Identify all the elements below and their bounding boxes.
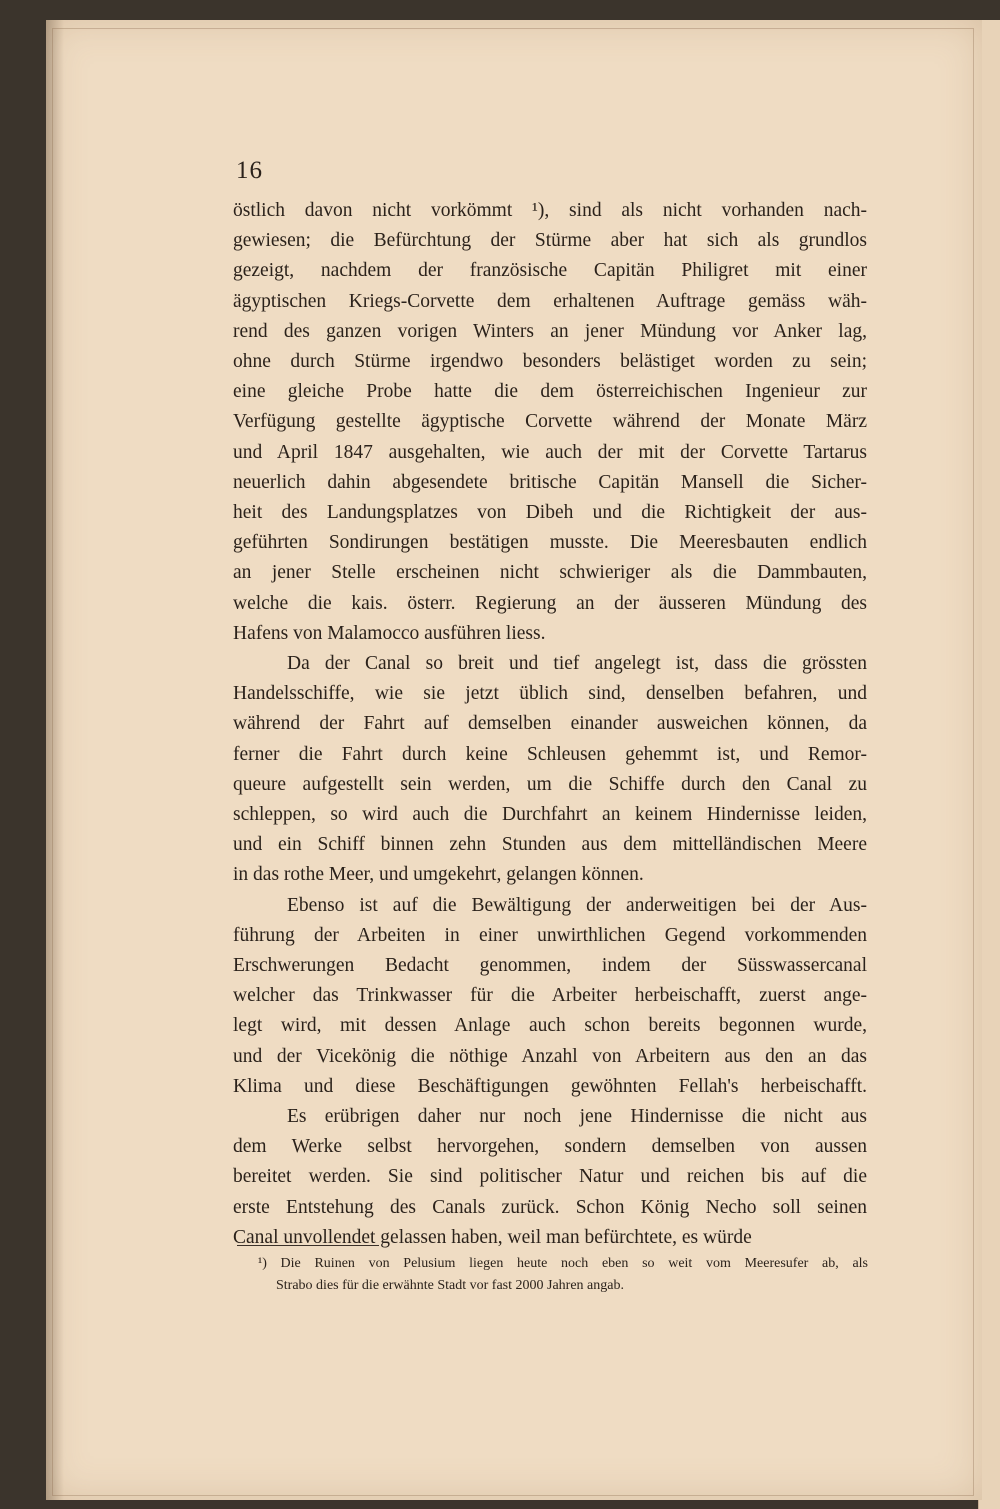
footnote-line-1: ¹) Die Ruinen von Pelusium liegen heute noch eben so weit vom Meeresufer ab, als — [258, 1256, 868, 1271]
text-line: rend des ganzen vorigen Winters an jener Mündung vor Anker lag, — [233, 320, 867, 342]
text-line: bereitet werden. Sie sind politischer Natur und reichen bis auf die — [233, 1166, 867, 1188]
text-line: östlich davon nicht vorkömmt ¹), sind als nicht vorhanden nach- — [233, 200, 867, 221]
text-line: Es erübrigen daher nur noch jene Hindernisse die nicht aus — [287, 1106, 867, 1127]
text-line: und ein Schiff binnen zehn Stunden aus dem mittelländischen Meere — [233, 834, 867, 856]
text-line: während der Fahrt auf demselben einander ausweichen können, da — [233, 713, 867, 735]
text-line: an jener Stelle erscheinen nicht schwieriger als die Dammbauten, — [233, 562, 867, 584]
text-line: geführten Sondirungen bestätigen musste. Die Meeresbauten endlich — [233, 532, 867, 554]
text-line: neuerlich dahin abgesendete britische Capitän Mansell die Sicher- — [233, 471, 867, 493]
footnote-line-2: Strabo dies für die erwähnte Stadt vor fast 2000 Jahren angab. — [276, 1278, 624, 1293]
page-number: 16 — [236, 157, 263, 184]
text-line: legt wird, mit dessen Anlage auch schon bereits begonnen wurde, — [233, 1015, 867, 1037]
text-line: gewiesen; die Befürchtung der Stürme aber hat sich als grundlos — [233, 230, 867, 252]
text-line: schleppen, so wird auch die Durchfahrt an keinem Hindernisse leiden, — [233, 804, 867, 825]
text-line: in das rothe Meer, und umgekehrt, gelangen können. — [233, 864, 644, 886]
text-line: Canal unvollendet gelassen haben, weil man befürchtete, es würde — [233, 1226, 752, 1248]
text-line: und April 1847 ausgehalten, wie auch der mit der Corvette Tartarus — [233, 441, 867, 463]
text-line: welcher das Trinkwasser für die Arbeiter herbeischafft, zuerst ange- — [233, 985, 867, 1007]
text-line: Da der Canal so breit und tief angelegt ist, dass die grössten — [287, 653, 867, 674]
footnote-rule — [237, 1245, 379, 1246]
text-line: Hafens von Malamocco ausführen liess. — [233, 622, 546, 644]
text-line: Erschwerungen Bedacht genommen, indem der Süsswassercanal — [233, 955, 867, 976]
text-line: queure aufgestellt sein werden, um die Schiffe durch den Canal zu — [233, 773, 867, 795]
text-line: eine gleiche Probe hatte die dem österreichischen Ingenieur zur — [233, 381, 867, 403]
text-line: ferner die Fahrt durch keine Schleusen gehemmt ist, und Remor- — [233, 743, 867, 765]
text-line: und der Vicekönig die nöthige Anzahl von Arbeitern aus den an das — [233, 1045, 867, 1067]
text-line: ohne durch Stürme irgendwo besonders belästiget worden zu sein; — [233, 351, 867, 372]
text-line: gezeigt, nachdem der französische Capitän Philigret mit einer — [233, 260, 867, 282]
text-line: welche die kais. österr. Regierung an der äusseren Mündung des — [233, 592, 867, 614]
text-line: ägyptischen Kriegs-Corvette dem erhaltenen Auftrage gemäss wäh- — [233, 290, 867, 312]
text-line: erste Entstehung des Canals zurück. Schon König Necho soll seinen — [233, 1196, 867, 1218]
text-line: heit des Landungsplatzes von Dibeh und die Richtigkeit der aus- — [233, 502, 867, 523]
text-line: Klima und diese Beschäftigungen gewöhnten Fellah's herbeischafft. — [233, 1075, 867, 1097]
text-line: Ebenso ist auf die Bewältigung der anderweitigen bei der Aus- — [287, 894, 867, 916]
text-line: Verfügung gestellte ägyptische Corvette während der Monate März — [233, 411, 867, 433]
text-line: Handelsschiffe, wie sie jetzt üblich sind, denselben befahren, und — [233, 683, 867, 705]
text-line: dem Werke selbst hervorgehen, sondern demselben von aussen — [233, 1136, 867, 1158]
text-line: führung der Arbeiten in einer unwirthlichen Gegend vorkommenden — [233, 924, 867, 946]
